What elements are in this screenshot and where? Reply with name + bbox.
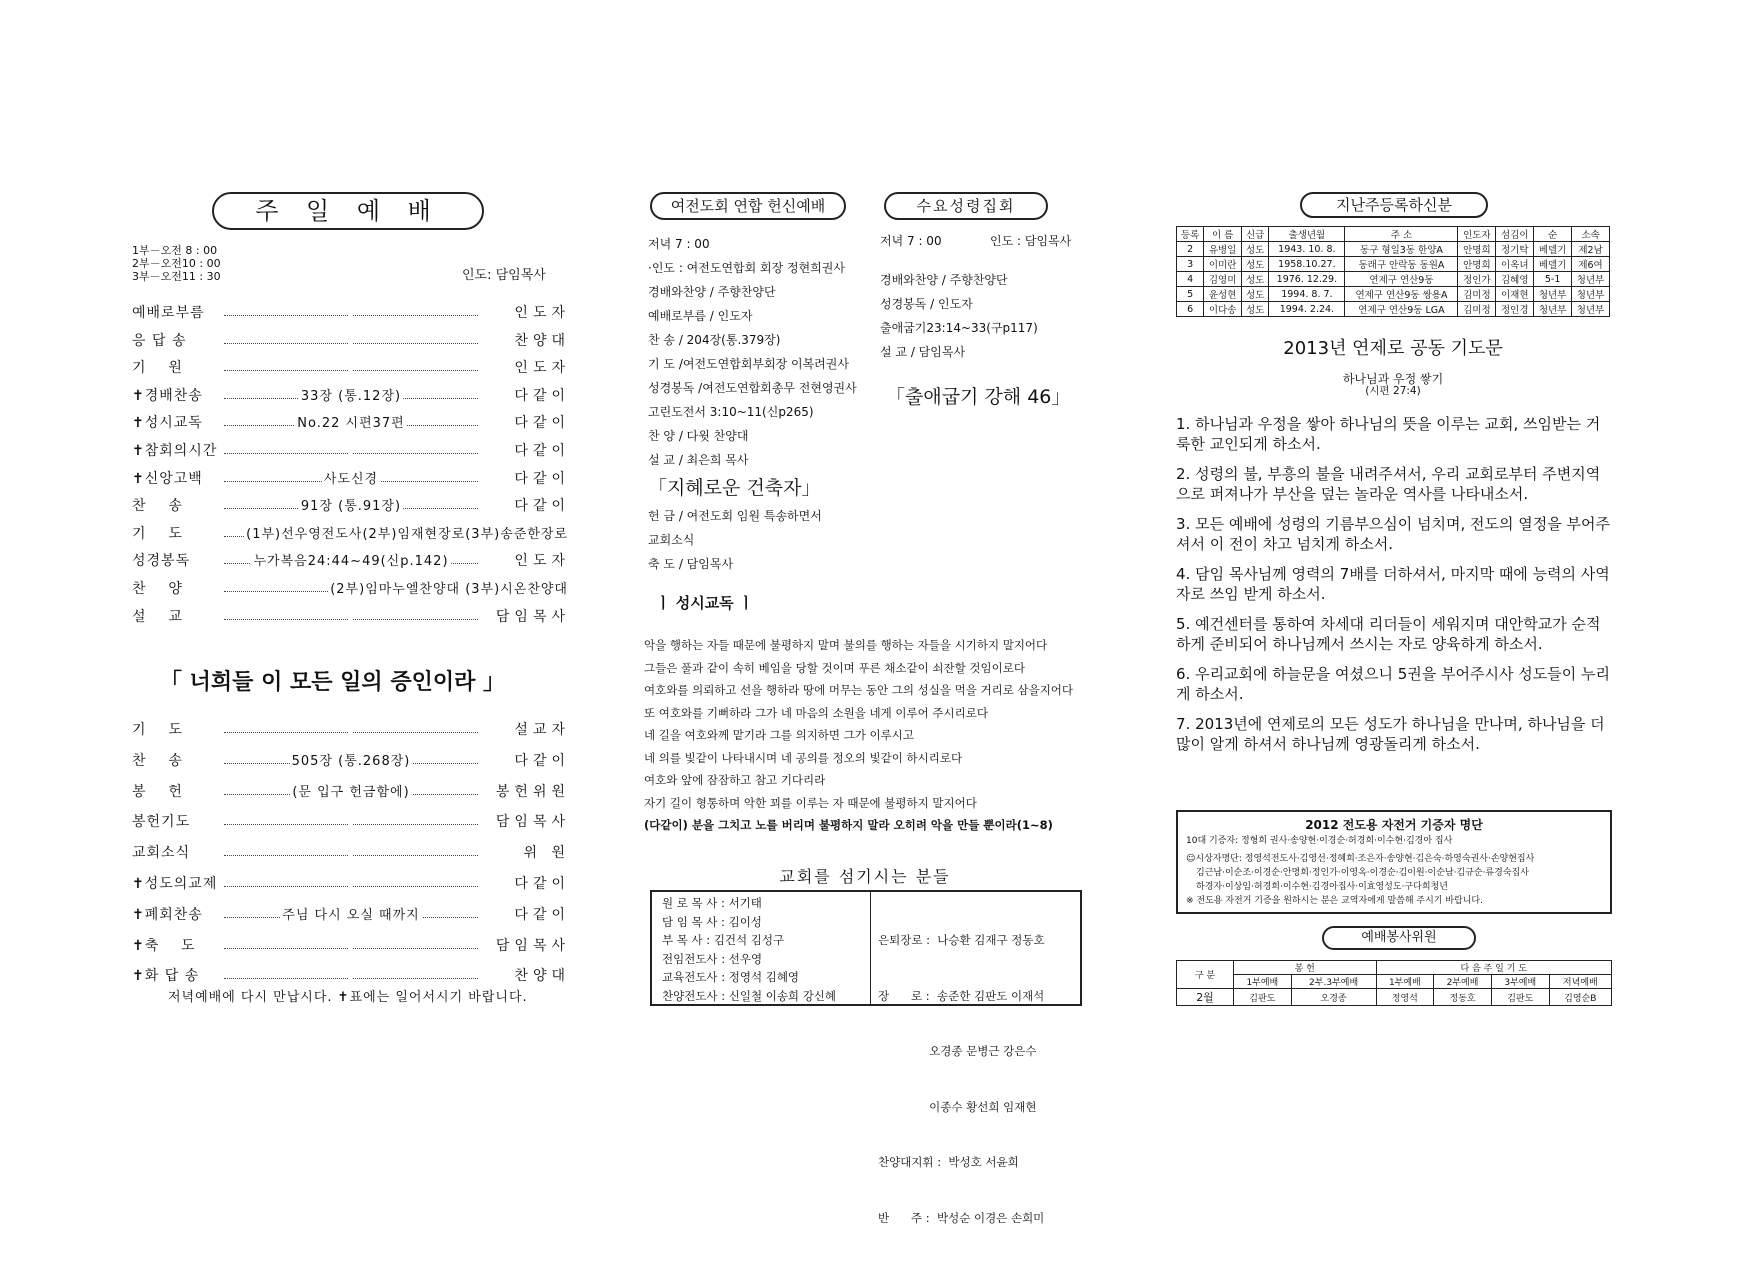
order-value-wrap <box>232 842 470 858</box>
newcomer-cell: 3 <box>1177 257 1204 272</box>
servant-row: 이종수 황선희 임재현 <box>878 1099 1037 1114</box>
servant-row: 담 임 목 사 : 김이성 <box>662 914 762 929</box>
newcomers-header <box>1177 227 1610 242</box>
service-times <box>132 244 221 283</box>
womens-service-title: 여전도회 연합 헌신예배 <box>650 192 846 220</box>
order-value <box>349 936 353 951</box>
wed-line: 성경봉독 / 인도자 <box>880 297 973 311</box>
newcomer-cell: 성도 <box>1242 302 1269 317</box>
order-value-wrap <box>232 935 470 951</box>
bike-line: 하경자·이상임·허경희·이수현·김경아집사·이효영성도·구다희청년 <box>1196 882 1448 892</box>
newcomers-col-header: 소속 <box>1572 227 1610 242</box>
time-3: 3부－오전11 : 30 <box>132 270 221 283</box>
duty-subheader <box>1177 975 1612 989</box>
order-value: No.22 시편37편 <box>297 416 405 432</box>
order-value-wrap <box>232 811 470 827</box>
servant-row: 찬양전도사 : 신일철 이송희 강신혜 <box>662 988 837 1003</box>
newcomer-cell: 청년부 <box>1534 302 1572 317</box>
order-person: 다같이 <box>514 906 570 923</box>
ws-line: 축 도 / 담임목사 <box>648 557 734 571</box>
order-row <box>132 550 570 572</box>
newcomer-cell: 이재현 <box>1496 287 1534 302</box>
newcomer-cell: 성도 <box>1242 287 1269 302</box>
newcomer-cell: 1994. 8. 7. <box>1269 287 1345 302</box>
order-value: 주님 다시 오실 때까지 <box>282 907 420 923</box>
order-value <box>349 331 353 346</box>
order-value <box>349 843 353 858</box>
order-value: 사도신경 <box>323 471 379 487</box>
order-value-wrap <box>232 719 470 735</box>
duty-month: 2월 <box>1177 989 1234 1006</box>
order-label: 교회소식 <box>132 845 191 862</box>
newcomer-cell: 연제구 연산9동 쌍용A <box>1345 287 1458 302</box>
newcomer-cell: 1943. 10. 8. <box>1269 242 1345 257</box>
order-value-wrap <box>232 578 570 597</box>
order-value: (2부)임마누엘찬양대 (3부)시온찬양대 <box>330 582 568 597</box>
newcomer-cell: 베델기 <box>1534 242 1572 257</box>
order-person: 찬양대 <box>514 332 570 349</box>
order-value: 33장 (통.12장) <box>300 388 402 404</box>
newcomer-cell: 연제구 연산9동 <box>1345 272 1458 287</box>
order-person: 다같이 <box>514 498 570 515</box>
duty-h-gubun: 구 분 <box>1177 961 1234 989</box>
newcomer-cell: 5 <box>1177 287 1204 302</box>
prayer-item: 1. 하나님과 우정을 쌓아 하나님의 뜻을 이루는 교회, 쓰임받는 거룩한 교인되게 하소서. <box>1176 415 1601 453</box>
order-row <box>132 781 570 803</box>
order-label: 봉 헌 <box>132 783 183 800</box>
ws-line: 예배로부름 / 인도자 <box>648 309 753 323</box>
duty-table <box>1176 960 1612 1006</box>
duty-h-next: 다 음 주 일 기 도 <box>1376 961 1612 975</box>
sunday-leader: 인도: 담임목사 <box>462 268 546 283</box>
duty-row <box>1177 989 1612 1006</box>
ws-line: 고린도전서 3:10~11(신p265) <box>648 405 814 419</box>
order-person: 담임목사 <box>495 608 570 625</box>
order-row <box>132 385 570 407</box>
order-row <box>132 719 570 741</box>
servants-right-col <box>878 894 1078 1264</box>
prayer-item: 3. 모든 예배에 성령의 기름부으심이 넘치며, 전도의 열정을 부어주셔서 이 전이 차고 넘치게 하소서. <box>1176 515 1610 553</box>
newcomer-row <box>1177 287 1610 302</box>
order-person: 설교자 <box>514 722 570 738</box>
order-label: ✝신앙고백 <box>132 470 203 487</box>
newcomers-col-header: 인도자 <box>1458 227 1496 242</box>
order-value-wrap <box>232 357 470 373</box>
servant-row: 오경종 문병근 강은수 <box>878 1044 1037 1058</box>
order-row <box>132 904 570 926</box>
order-person: 인도자 <box>514 360 570 377</box>
order-value-wrap <box>232 606 470 622</box>
bike-title: 2012 전도용 자전거 기증자 명단 <box>1305 818 1483 832</box>
order-label: ✝경배찬송 <box>132 387 203 404</box>
order-row <box>132 302 570 324</box>
sermon-title: 「 너희들 이 모든 일의 증인이라 」 <box>160 669 505 695</box>
wed-line: 설 교 / 담임목사 <box>880 345 966 359</box>
duty-name: 김판도 <box>1491 989 1549 1006</box>
newcomer-cell: 정인경 <box>1496 302 1534 317</box>
order-value-wrap <box>232 412 470 431</box>
newcomer-cell: 성도 <box>1242 272 1269 287</box>
order-person: 담임목사 <box>495 937 570 954</box>
ws-sermon: 「지혜로운 건축자」 <box>648 477 821 499</box>
servant-row: 교육전도사 : 정영석 김혜영 <box>662 970 800 984</box>
duty-sub: 3부예배 <box>1491 975 1549 989</box>
order-value-wrap <box>232 440 470 456</box>
order-person: 담임목사 <box>495 814 570 831</box>
duty-name: 정영석 <box>1376 989 1434 1006</box>
servant-row: 장 로 : 송준한 김판도 이재석 <box>878 988 1045 1003</box>
order-row <box>132 330 570 352</box>
time-2: 2부－오전10 : 00 <box>132 257 221 270</box>
newcomer-cell: 2 <box>1177 242 1204 257</box>
order-person: 다같이 <box>514 387 570 404</box>
prayer-ref: (시편 27:4) <box>1365 385 1421 397</box>
order-row <box>132 935 570 957</box>
prayer-subtitle: 하나님과 우정 쌓기 <box>1342 372 1444 386</box>
newcomer-row <box>1177 272 1610 287</box>
order-value-wrap <box>232 523 570 542</box>
wed-sermon: 「출애굽기 강해 46」 <box>886 386 1071 408</box>
wed-line: 출애굽기23:14~33(구p117) <box>880 321 1038 335</box>
bike-line: 김근남·이순조·이경순·안명희·정인가·이영옥·이경순·김이원·이순남·김규순·류경숙집사 <box>1196 868 1529 878</box>
duty-sub: 저녁예배 <box>1549 975 1611 989</box>
order-value-wrap <box>232 302 470 318</box>
order-value-wrap <box>232 873 470 889</box>
newcomer-cell: 6 <box>1177 302 1204 317</box>
newcomer-cell: 베델기 <box>1534 257 1572 272</box>
prayer-title: 2013년 연제로 공동 기도문 <box>1283 338 1503 359</box>
ws-line: 경배와찬양 / 주향찬양단 <box>648 285 776 299</box>
order-value <box>349 874 353 889</box>
reading-line: 그들은 풀과 같이 속히 베임을 당할 것이며 푸른 채소같이 쇠잔할 것임이로다 <box>644 660 1025 675</box>
newcomer-cell: 안명희 <box>1458 242 1496 257</box>
prayer-item: 6. 우리교회에 하늘문을 여셨으니 5권을 부어주시사 성도들이 누리게 하소서. <box>1176 665 1610 703</box>
newcomer-cell: 김미정 <box>1458 302 1496 317</box>
reading-title: ㅣ 성시교독 ㅣ <box>656 594 754 612</box>
newcomers-table <box>1176 226 1610 317</box>
newcomers-col-header: 등록 <box>1177 227 1204 242</box>
newcomer-cell: 김혜영 <box>1496 272 1534 287</box>
reading-line: 네 의를 빛같이 나타내시며 네 공의를 정오의 빛같이 하시리로다 <box>644 750 963 765</box>
reading-line: 여호와를 의뢰하고 선을 행하라 땅에 머무는 동안 그의 성실을 먹을 거리로 삼을지어다 <box>644 683 1074 697</box>
order-row <box>132 578 570 600</box>
order-row <box>132 606 570 628</box>
newcomers-col-header: 순 <box>1534 227 1572 242</box>
reading-line: 자기 길이 형통하며 악한 꾀를 이루는 자 때문에 불평하지 말지어다 <box>644 795 977 810</box>
ws-line: 기 도 /여전도연합회부회장 이복려권사 <box>648 357 849 371</box>
order-value <box>349 358 353 373</box>
wed-line: 경배와찬양 / 주향찬양단 <box>880 273 1008 287</box>
servants-divider <box>870 892 871 1004</box>
servant-row: 반 주 : 박성순 이경은 손희미 <box>878 1210 1045 1225</box>
order-value <box>349 607 353 622</box>
order-row <box>132 495 570 517</box>
bike-donors-box <box>1176 810 1612 914</box>
newcomers-col-header: 출생년월 <box>1269 227 1345 242</box>
servant-row: 은퇴장로 : 나승환 김재구 정동호 <box>878 933 1045 947</box>
newcomer-cell: 청년부 <box>1572 302 1610 317</box>
responsive-reading <box>644 634 1073 837</box>
newcomer-cell: 김미정 <box>1458 287 1496 302</box>
order-label: 찬 송 <box>132 498 183 515</box>
ws-line: 설 교 / 최은희 목사 <box>648 453 749 467</box>
newcomer-cell: 동래구 안락동 동원A <box>1345 257 1458 272</box>
prayer-item: 2. 성령의 불, 부흥의 불을 내려주셔서, 우리 교회로부터 주변지역으로 퍼져나가 부산을 덮는 놀라운 역사를 나타내소서. <box>1176 465 1601 503</box>
order-value-wrap <box>232 781 470 800</box>
newcomer-row <box>1177 257 1610 272</box>
newcomers-col-header: 이 름 <box>1204 227 1242 242</box>
order-row <box>132 440 570 462</box>
order-value <box>349 303 353 318</box>
order-person: 인도자 <box>514 305 570 321</box>
newcomer-row <box>1177 242 1610 257</box>
left-footer: 저녁예배에 다시 만납시다. ✝표에는 일어서시기 바랍니다. <box>168 990 528 1005</box>
newcomers-col-header: 주 소 <box>1345 227 1458 242</box>
order-row <box>132 523 570 545</box>
ws-line: 헌 금 / 여전도회 임원 특송하면서 <box>648 509 822 523</box>
duty-name: 오경종 <box>1291 989 1376 1006</box>
order-label: 봉헌기도 <box>132 814 191 831</box>
order-label: 찬 양 <box>132 581 183 597</box>
duty-name: 정동호 <box>1434 989 1492 1006</box>
newcomer-cell: 연제구 연산9동 LGA <box>1345 302 1458 317</box>
order-row <box>132 873 570 895</box>
order-row <box>132 965 570 987</box>
order-label: 기 도 <box>132 722 183 738</box>
order-value-wrap <box>232 904 470 923</box>
order-value-wrap <box>232 468 470 487</box>
order-person: 찬양대 <box>514 968 570 985</box>
order-row <box>132 750 570 772</box>
ws-line: 찬 양 / 다윗 찬양대 <box>648 429 749 443</box>
newcomer-cell: 청년부 <box>1572 287 1610 302</box>
order-value-wrap <box>232 965 470 981</box>
duty-sub: 2부.3부예배 <box>1291 975 1376 989</box>
prayer-list <box>1176 414 1610 764</box>
wed-time: 저녁 7 : 00 <box>880 234 942 248</box>
order-person: 인도자 <box>514 553 570 570</box>
order-value: 91장 (통.91장) <box>300 499 402 515</box>
servant-row: 찬양대지휘 : 박성호 서윤희 <box>878 1155 1019 1169</box>
order-value: (1부)선우영전도사(2부)임재현장로(3부)송준한장로 <box>246 526 568 542</box>
order-label: ✝성시교독 <box>132 415 203 432</box>
newcomer-cell: 제2남 <box>1572 242 1610 257</box>
newcomer-cell: 유병일 <box>1204 242 1242 257</box>
newcomer-cell: 이다송 <box>1204 302 1242 317</box>
order-person: 다같이 <box>514 752 570 769</box>
order-label: 성경봉독 <box>132 553 191 570</box>
newcomer-cell: 이옥녀 <box>1496 257 1534 272</box>
order-person: 다같이 <box>514 470 570 487</box>
newcomer-cell: 1994. 2.24. <box>1269 302 1345 317</box>
order-label: 찬 송 <box>132 752 183 769</box>
duty-sub: 2부예배 <box>1434 975 1492 989</box>
servant-row: 원 로 목 사 : 서기태 <box>662 896 762 910</box>
order-value-wrap <box>232 385 470 404</box>
ws-line: 찬 송 / 204장(통.379장) <box>648 333 781 347</box>
newcomer-cell: 청년부 <box>1534 287 1572 302</box>
ws-line: 저녁 7 : 00 <box>648 237 710 251</box>
order-value-wrap <box>232 550 470 569</box>
order-value-wrap <box>232 750 470 769</box>
order-person: 다같이 <box>514 415 570 432</box>
order-row <box>132 468 570 490</box>
order-row <box>132 842 570 864</box>
order-person: 위 원 <box>523 845 570 862</box>
newcomers-col-header: 섬김이 <box>1496 227 1534 242</box>
ws-line: ·인도 : 여전도연합회 회장 정현희권사 <box>648 261 845 275</box>
order-label: 예배로부름 <box>132 305 205 321</box>
servant-row: 전임전도사 : 선우영 <box>662 951 763 966</box>
order-value: (문 입구 헌금함에) <box>292 784 410 800</box>
time-1: 1부－오전 8 : 00 <box>132 244 218 257</box>
order-value: 505장 (통.268장) <box>291 753 411 769</box>
wed-leader: 인도 : 담임목사 <box>990 234 1072 248</box>
duty-title: 예배봉사위원 <box>1322 926 1476 950</box>
servants-box <box>650 890 1082 1225</box>
reading-line: 여호와 앞에 잠잠하고 참고 기다리라 <box>644 773 826 787</box>
newcomer-cell: 안명희 <box>1458 257 1496 272</box>
newcomer-row <box>1177 302 1610 317</box>
newcomer-cell: 1958.10.27. <box>1269 257 1345 272</box>
newcomer-cell: 5-1 <box>1534 272 1572 287</box>
order-value-wrap <box>232 330 470 346</box>
reading-line-all: (다같이) 분을 그치고 노를 버리며 불평하지 말라 오히려 악을 만들 뿐이라(1~8) <box>644 818 1053 832</box>
reading-line: 또 여호와를 기뻐하라 그가 네 마음의 소원을 네게 이루어 주시리로다 <box>644 705 988 720</box>
newcomer-cell: 4 <box>1177 272 1204 287</box>
duty-sub: 1부예배 <box>1234 975 1292 989</box>
reading-line: 악을 행하는 자들 때문에 불평하지 말며 불의를 행하는 자들을 시기하지 말지어다 <box>644 638 1048 652</box>
newcomers-col-header: 신급 <box>1242 227 1269 242</box>
newcomer-cell: 정기탁 <box>1496 242 1534 257</box>
order-label: ✝성도의교제 <box>132 876 218 892</box>
order-value <box>349 441 353 456</box>
newcomer-cell: 윤성현 <box>1204 287 1242 302</box>
order-person: 봉헌위원 <box>495 783 570 800</box>
prayer-item: 4. 담임 목사님께 영력의 7배를 더하셔서, 마지막 때에 능력의 사역자로 쓰임 받게 하소서. <box>1176 565 1610 603</box>
order-label: 설 교 <box>132 608 183 625</box>
reading-line: 네 길을 여호와께 맡기라 그를 의지하면 그가 이루시고 <box>644 728 914 742</box>
newcomer-cell: 성도 <box>1242 242 1269 257</box>
servant-row: 부 목 사 : 김건석 김성구 <box>662 933 785 947</box>
servants-left-col <box>662 894 862 1005</box>
order-label: ✝참회의시간 <box>132 443 218 459</box>
order-value: 누가복음24:44~49(신p.142) <box>253 554 449 570</box>
newcomers-title: 지난주등록하신분 <box>1300 192 1488 218</box>
duty-header <box>1177 961 1612 975</box>
order-value <box>349 720 353 735</box>
newcomer-cell: 이미란 <box>1204 257 1242 272</box>
order-value <box>349 966 353 981</box>
order-person: 다같이 <box>514 443 570 459</box>
order-label: 기 도 <box>132 525 183 542</box>
wednesday-title: 수요성령집회 <box>884 192 1048 220</box>
wed-order <box>880 268 1038 364</box>
servants-title: 교회를 섬기시는 분들 <box>779 867 951 886</box>
ws-line: 교회소식 <box>648 533 695 547</box>
duty-name: 김영순B <box>1549 989 1611 1006</box>
bike-line: ☺시상자명단: 정영석전도사·김영선·정혜희·조은자·송양현·김은숙·하영숙권사·손양현집사 <box>1186 854 1535 864</box>
bike-line: ※ 전도용 자전거 기증을 원하시는 분은 교역자에게 말씀해 주시기 바랍니다. <box>1186 896 1483 906</box>
order-label: 기 원 <box>132 360 183 377</box>
order-person: 다같이 <box>514 876 570 892</box>
order-row <box>132 811 570 833</box>
order-row <box>132 412 570 434</box>
duty-name: 김판도 <box>1234 989 1292 1006</box>
bike-line: 10대 기증자: 정형희 권사·송양현·이경순·허경희·이수현·김경아 집사 <box>1186 836 1453 846</box>
prayer-item: 5. 예건센터를 통하여 차세대 리더들이 세워지며 대안학교가 순적하게 준비되어 하나님께서 쓰시는 자로 양육하게 하소서. <box>1176 615 1601 653</box>
prayer-item: 7. 2013년에 연제로의 모든 성도가 하나님을 만나며, 하나님을 더 많이 알게 하셔서 하나님께 영광돌리게 하소서. <box>1176 715 1605 753</box>
ws-line: 성경봉독 /여전도연합회총무 전현영권사 <box>648 381 857 395</box>
womens-service-order <box>648 232 857 576</box>
order-label: ✝축 도 <box>132 937 196 954</box>
sunday-title: 주 일 예 배 <box>212 192 484 230</box>
order-label: ✝폐회찬송 <box>132 906 203 923</box>
newcomer-cell: 성도 <box>1242 257 1269 272</box>
newcomer-cell: 동구 형일3동 한양A <box>1345 242 1458 257</box>
newcomer-cell: 제6여 <box>1572 257 1610 272</box>
order-value <box>349 812 353 827</box>
order-row <box>132 357 570 379</box>
order-value-wrap <box>232 495 470 514</box>
newcomer-cell: 청년부 <box>1572 272 1610 287</box>
order-label: ✝화 답 송 <box>132 968 200 985</box>
duty-h-offering: 봉 헌 <box>1234 961 1377 975</box>
duty-sub: 1부예배 <box>1376 975 1434 989</box>
newcomer-cell: 정인가 <box>1458 272 1496 287</box>
newcomer-cell: 1976. 12.29. <box>1269 272 1345 287</box>
order-label: 응 답 송 <box>132 332 187 349</box>
newcomer-cell: 김영미 <box>1204 272 1242 287</box>
